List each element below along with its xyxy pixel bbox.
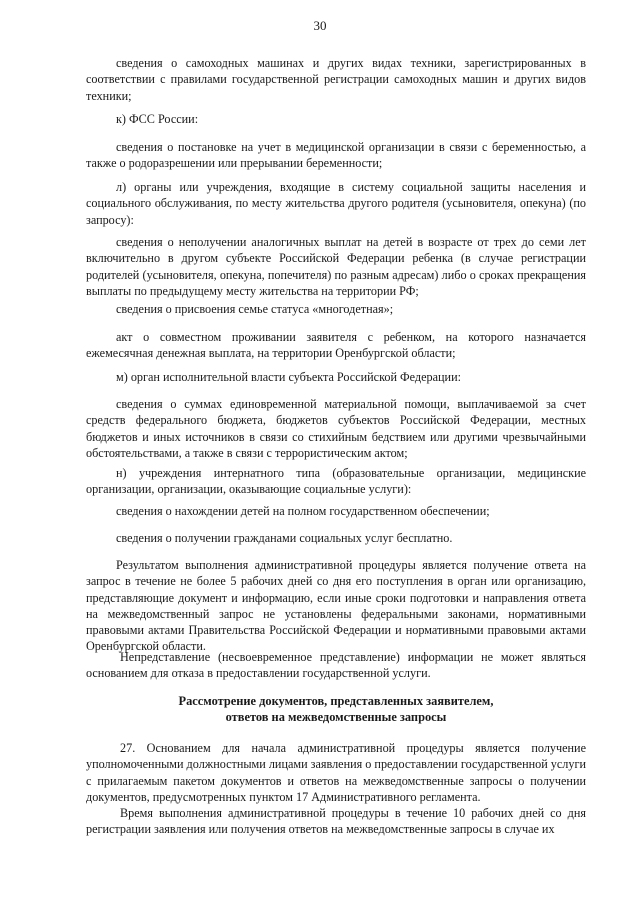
page-number: 30 bbox=[313, 18, 327, 33]
paragraph: л) органы или учреждения, входящие в систему социальной защиты населения и социального обслуживания, по месту жительства другого родителя (усыновителя, опекуна) (по запросу): bbox=[86, 180, 586, 227]
paragraph: сведения о нахождении детей на полном государственном обеспечении; bbox=[116, 504, 490, 518]
section-heading bbox=[86, 693, 586, 726]
paragraph: Непредставление (несвоевременное представление) информации не может являться основанием для отказа в предоставлении государственной услуги. bbox=[86, 650, 586, 681]
paragraph: к) ФСС России: bbox=[116, 112, 199, 126]
paragraph: сведения о суммах единовременной материальной помощи, выплачиваемой за счет средств федерального бюджета, бюджетов субъектов Российской Федерации, местных бюджетов и иных источников в связи со стихийным бедствием или другими чрезвычайными обстоятельствами, а также в связи с террористическим актом; bbox=[86, 397, 586, 460]
paragraph: Результатом выполнения административной процедуры является получение ответа на запрос в течение не более 5 рабочих дней со дня его поступления в орган или организацию, представляющие документ и информацию, если иные сроки подготовки и направления ответа на межведомственный запрос не установлены федеральными законами, нормативными правовыми актами Правительства Российской Федерации и нормативными правовыми актами Оренбургской области. bbox=[86, 558, 586, 654]
paragraph: сведения о постановке на учет в медицинской организации в связи с беременностью, а также о родоразрешении или прерывании беременности; bbox=[86, 140, 586, 171]
paragraph: сведения о самоходных машинах и других видах техники, зарегистрированных в соответствии с правилами государственной регистрации самоходных машин и других видов техники; bbox=[86, 56, 586, 103]
paragraph: н) учреждения интернатного типа (образовательные организации, медицинские организации, организации, оказывающие социальные услуги): bbox=[86, 466, 586, 497]
paragraph: сведения о присвоения семье статуса «многодетная»; bbox=[116, 302, 394, 316]
paragraph: Время выполнения административной процедуры в течение 10 рабочих дней со дня регистрации заявления или получения ответов на межведомственные запросы в случае их bbox=[86, 806, 586, 837]
paragraph: сведения о получении гражданами социальных услуг бесплатно. bbox=[116, 531, 453, 545]
section-heading-line: ответов на межведомственные запросы bbox=[225, 710, 447, 725]
paragraph: м) орган исполнительной власти субъекта Российской Федерации: bbox=[116, 370, 461, 384]
paragraph: акт о совместном проживании заявителя с ребенком, на которого назначается ежемесячная денежная выплата, на территории Оренбургской области; bbox=[86, 330, 586, 361]
paragraph: сведения о неполучении аналогичных выплат на детей в возрасте от трех до семи лет включительно в другом субъекте Российской Федерации ребенка (в случае регистрации родителей (усыновителя, опекуна, попечителя) по разным адресам) либо о сроках прекращения выплаты по предыдущему месту жительства на территории РФ; bbox=[86, 235, 586, 298]
section-heading-line: Рассмотрение документов, представленных заявителем, bbox=[178, 694, 494, 708]
paragraph: 27. Основанием для начала административной процедуры является получение уполномоченными должностными лицами заявления о предоставлении государственной услуги с прилагаемым пакетом документов и ответов на межведомственные запросы о получении документов, предусмотренных пунктом 17 Административного регламента. bbox=[86, 741, 586, 804]
